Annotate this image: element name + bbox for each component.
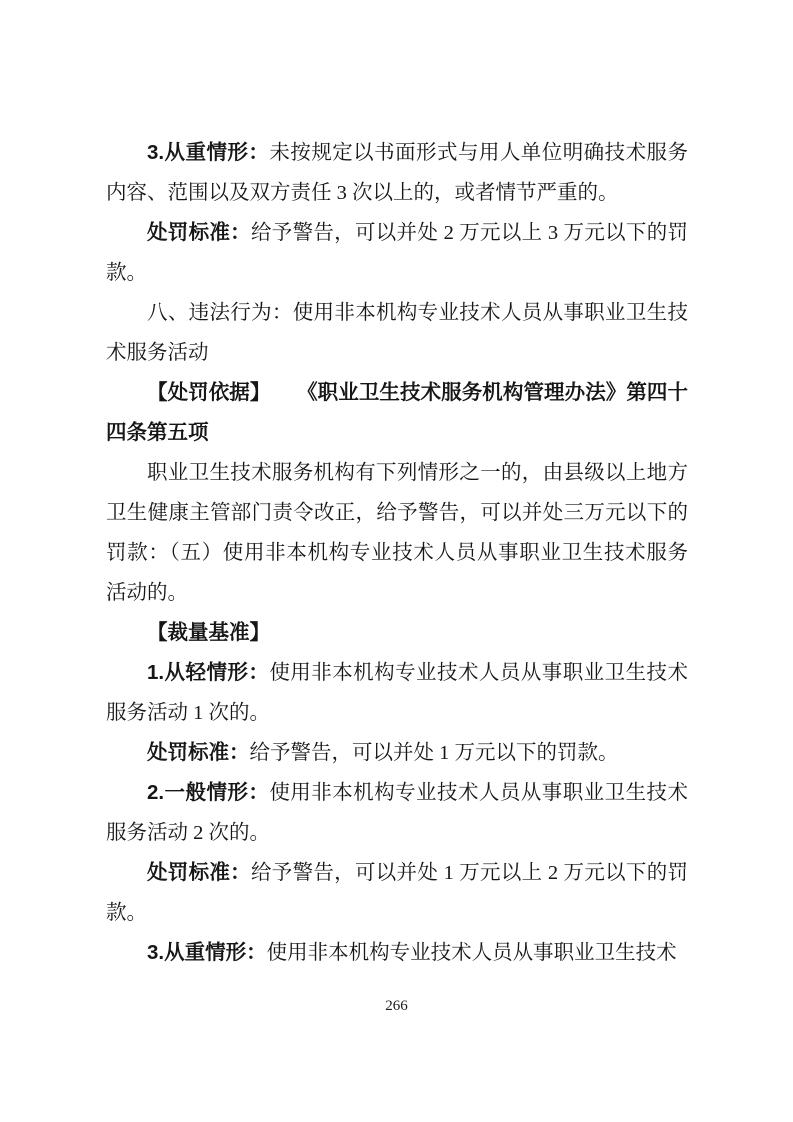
paragraph-aggravated-circumstance-prev [106, 133, 688, 213]
page-footer [0, 996, 793, 1016]
paragraph-text: 给予警告，可以并处 1 万元以下的罚款。 [249, 742, 619, 764]
paragraph-label: 处罚标准： [147, 741, 250, 764]
paragraph-label: 【处罚依据】 [147, 381, 271, 404]
paragraph-text: 《职业卫生技术服务机构管理办法》第四十四条第五项 [106, 381, 689, 444]
paragraph-label: 3.从重情形： [147, 941, 267, 964]
paragraph-text: 八、违法行为：使用非本机构专业技术人员从事职业卫生技术服务活动 [106, 302, 688, 364]
paragraph-penalty-standard-2 [106, 853, 688, 933]
paragraph-general-circumstance [106, 773, 688, 853]
paragraph-label: 处罚标准： [147, 221, 251, 244]
paragraph-penalty-standard-prev [106, 213, 688, 293]
paragraph-label: 1.从轻情形： [147, 661, 270, 684]
paragraph-text: 未按规定以书面形式与用人单位明确技术服务内容、范围以及双方责任 3 次以上的，或者情节严重的。 [106, 142, 688, 204]
paragraph-text: 使用非本机构专业技术人员从事职业卫生技术服务活动 2 次的。 [106, 782, 688, 844]
paragraph-text: 职业卫生技术服务机构有下列情形之一的，由县级以上地方卫生健康主管部门责令改正，给予警告，可以并处三万元以下的罚款：（五）使用非本机构专业技术人员从事职业卫生技术服务活动的。 [106, 462, 688, 604]
paragraph-penalty-basis [106, 373, 688, 453]
paragraph-text: 给予警告，可以并处 2 万元以上 3 万元以下的罚款。 [106, 222, 689, 284]
paragraph-discretion-benchmark-heading [106, 613, 688, 653]
paragraph-violation-item-8 [106, 293, 688, 373]
paragraph-label: 【裁量基准】 [147, 621, 270, 644]
paragraph-text: 使用非本机构专业技术人员从事职业卫生技术 [266, 942, 677, 964]
paragraph-lenient-circumstance [106, 653, 688, 733]
paragraph-label: 处罚标准： [147, 861, 251, 884]
document-body [106, 133, 688, 973]
paragraph-label: 2.一般情形： [147, 781, 270, 804]
paragraph-label: 3.从重情形： [147, 141, 270, 164]
paragraph-text: 使用非本机构专业技术人员从事职业卫生技术服务活动 1 次的。 [106, 662, 688, 724]
paragraph-penalty-standard-1 [106, 733, 688, 773]
page-number: 266 [385, 998, 408, 1014]
paragraph-legal-provision [106, 453, 688, 613]
paragraph-aggravated-circumstance [106, 933, 688, 973]
paragraph-text: 给予警告，可以并处 1 万元以上 2 万元以下的罚款。 [106, 862, 689, 924]
